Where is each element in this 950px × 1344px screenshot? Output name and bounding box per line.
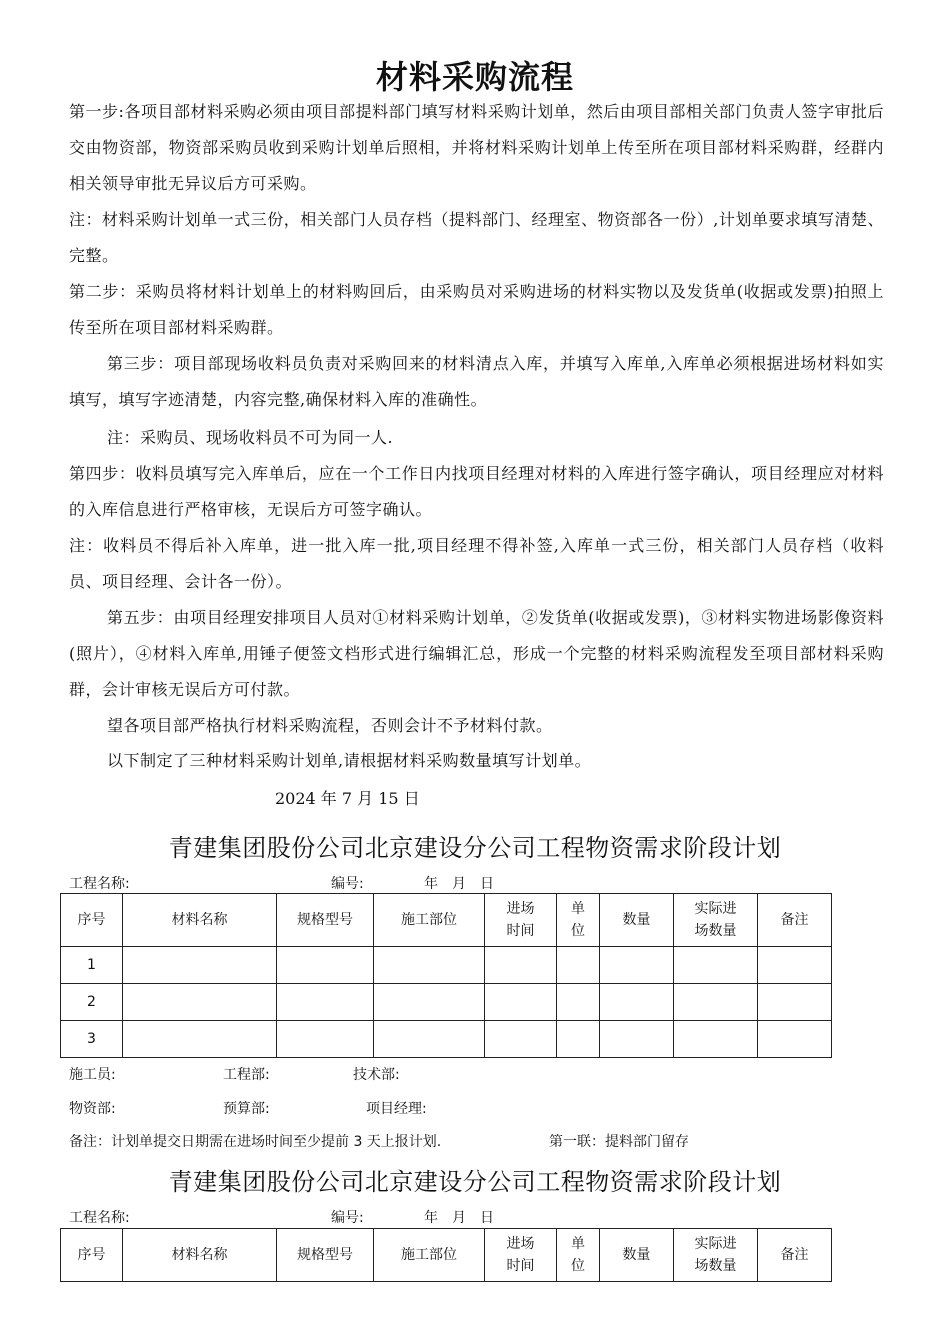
table-cell[interactable] — [600, 947, 674, 984]
signer-technical: 技术部: — [353, 1067, 400, 1083]
paragraph-step-1: 第一步:各项目部材料采购必须由项目部提料部门填写材料采购计划单，然后由项目部相关部门负责人签字审批后交由物资部，物资部采购员收到采购计划单后照相，并将材料采购计划单上传至所在项目部材料采购群，经群内相关领导审批无异议后方可采购。 — [69, 102, 884, 193]
paragraph-note-1: 注：材料采购计划单一式三份，相关部门人员存档（提料部门、经理室、物资部各一份）,计划单要求填写清楚、完整。 — [69, 210, 884, 265]
number-label: 编号: — [331, 876, 364, 892]
signer-project-manager: 项目经理: — [366, 1101, 427, 1117]
table-cell[interactable] — [557, 984, 600, 1021]
paragraph-requirement: 望各项目部严格执行材料采购流程，否则会计不予材料付款。 — [107, 716, 553, 735]
paragraph-step-5: 第五步：由项目经理安排项目人员对①材料采购计划单，②发货单(收据或发票)，③材料实物进场影像资料(照片），④材料入库单,用锤子便签文档形式进行编辑汇总，形成一个完整的材料采购流程发至项目部材料采购群，会计审核无误后方可付款。 — [69, 608, 884, 699]
plan-title: 青建集团股份公司北京建设分公司工程物资需求阶段计划 — [168, 1168, 782, 1196]
date-label: 年 月 日 — [424, 1210, 494, 1226]
column-header: 材料名称 — [123, 894, 277, 947]
table-cell[interactable] — [374, 984, 485, 1021]
column-header: 施工部位 — [374, 894, 485, 947]
paragraph-forms-intro: 以下制定了三种材料采购计划单,请根据材料采购数量填写计划单。 — [107, 751, 592, 770]
table-cell[interactable] — [277, 1021, 374, 1058]
column-header: 备注 — [758, 1229, 832, 1282]
date-label: 年 月 日 — [424, 876, 494, 892]
column-header: 施工部位 — [374, 1229, 485, 1282]
column-header: 数量 — [600, 894, 674, 947]
paragraph-step-4: 第四步：收料员填写完入库单后，应在一个工作日内找项目经理对材料的入库进行签字确认，项目经理应对材料的入库信息进行严格审核，无误后方可签字确认。 — [69, 464, 884, 519]
table-row — [61, 984, 832, 1021]
column-header: 单 位 — [557, 894, 600, 947]
paragraph-step-3: 第三步：项目部现场收料员负责对采购回来的材料清点入库，并填写入库单,入库单必须根据进场材料如实填写，填写字迹清楚，内容完整,确保材料入库的准确性。 — [69, 354, 884, 409]
column-header: 实际进 场数量 — [674, 894, 758, 947]
column-header: 进场 时间 — [485, 1229, 557, 1282]
table-cell[interactable] — [123, 1021, 277, 1058]
table-header-row — [61, 894, 832, 947]
table-cell[interactable] — [758, 1021, 832, 1058]
table-header-row — [61, 1229, 832, 1282]
column-header: 进场 时间 — [485, 894, 557, 947]
table-cell[interactable] — [600, 984, 674, 1021]
row-number: 2 — [61, 984, 123, 1021]
row-number: 3 — [61, 1021, 123, 1058]
row-number: 1 — [61, 947, 123, 984]
table-cell[interactable] — [374, 947, 485, 984]
column-header: 备注 — [758, 894, 832, 947]
table-cell[interactable] — [600, 1021, 674, 1058]
table-cell[interactable] — [485, 984, 557, 1021]
column-header: 材料名称 — [123, 1229, 277, 1282]
copy-note: 第一联：提料部门留存 — [549, 1134, 689, 1150]
table-cell[interactable] — [485, 1021, 557, 1058]
column-header: 规格型号 — [277, 894, 374, 947]
project-name-label: 工程名称: — [69, 876, 130, 892]
column-header: 单 位 — [557, 1229, 600, 1282]
document-date: 2024 年 7 月 15 日 — [275, 789, 420, 808]
column-header: 实际进 场数量 — [674, 1229, 758, 1282]
signer-builder: 施工员: — [69, 1067, 116, 1083]
table-cell[interactable] — [123, 947, 277, 984]
plan-title: 青建集团股份公司北京建设分公司工程物资需求阶段计划 — [168, 834, 782, 862]
table-cell[interactable] — [374, 1021, 485, 1058]
table-cell[interactable] — [758, 984, 832, 1021]
table-cell[interactable] — [674, 947, 758, 984]
signer-engineering: 工程部: — [223, 1067, 270, 1083]
table-row — [61, 947, 832, 984]
table-cell[interactable] — [674, 1021, 758, 1058]
plan-table — [60, 1228, 832, 1282]
table-row — [61, 1021, 832, 1058]
table-cell[interactable] — [557, 1021, 600, 1058]
column-header: 规格型号 — [277, 1229, 374, 1282]
table-cell[interactable] — [277, 984, 374, 1021]
table-cell[interactable] — [277, 947, 374, 984]
table-cell[interactable] — [123, 984, 277, 1021]
table-cell[interactable] — [485, 947, 557, 984]
column-header: 序号 — [61, 1229, 123, 1282]
plan-remark: 备注：计划单提交日期需在进场时间至少提前 3 天上报计划. — [69, 1134, 442, 1150]
signer-budget: 预算部: — [223, 1101, 270, 1117]
document-title: 材料采购流程 — [375, 58, 574, 96]
column-header: 序号 — [61, 894, 123, 947]
paragraph-step-2: 第二步：采购员将材料计划单上的材料购回后，由采购员对采购进场的材料实物以及发货单(收据或发票)拍照上传至所在项目部材料采购群。 — [69, 282, 884, 337]
plan-table — [60, 893, 832, 1058]
number-label: 编号: — [331, 1210, 364, 1226]
table-cell[interactable] — [557, 947, 600, 984]
signer-materials: 物资部: — [69, 1101, 116, 1117]
table-cell[interactable] — [758, 947, 832, 984]
column-header: 数量 — [600, 1229, 674, 1282]
paragraph-note-2: 注：采购员、现场收料员不可为同一人. — [107, 428, 394, 447]
project-name-label: 工程名称: — [69, 1210, 130, 1226]
paragraph-note-3: 注：收料员不得后补入库单，进一批入库一批,项目经理不得补签,入库单一式三份，相关部门人员存档（收料员、项目经理、会计各一份）。 — [69, 536, 884, 591]
table-cell[interactable] — [674, 984, 758, 1021]
